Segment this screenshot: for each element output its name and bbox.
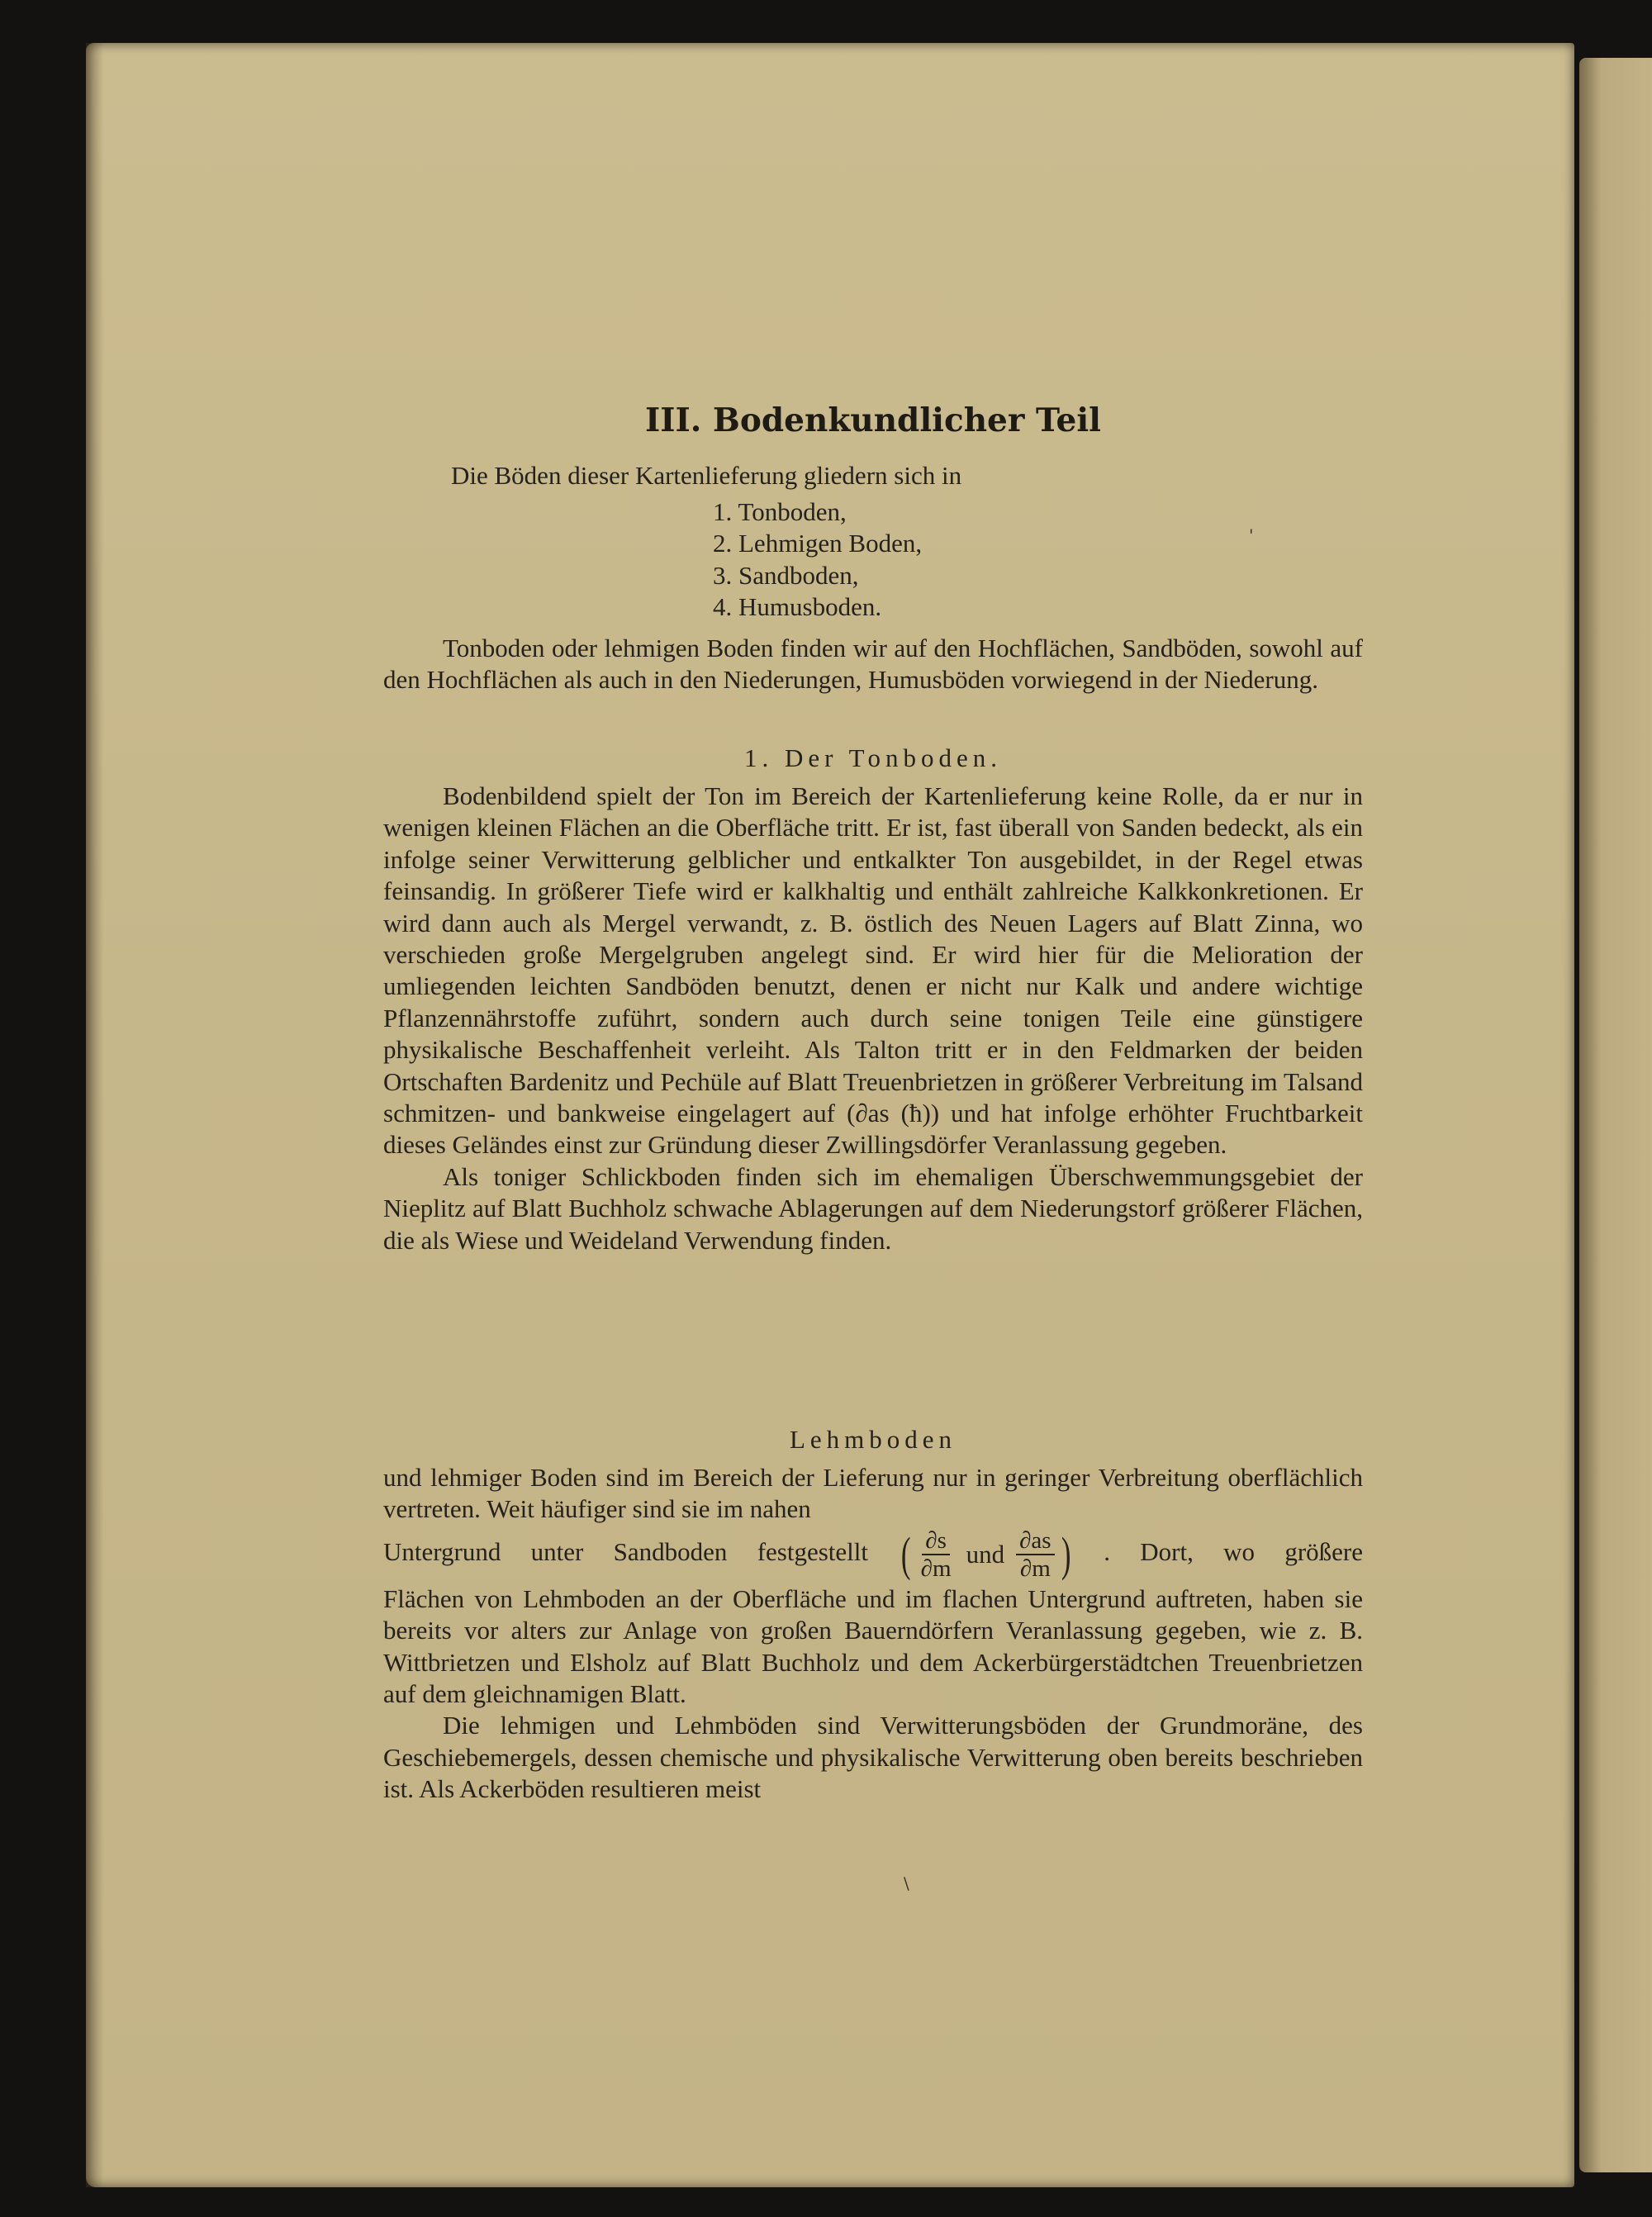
- fraction-1: [918, 1527, 955, 1582]
- left-paren: (: [901, 1526, 911, 1581]
- lehmboden-body: [383, 1462, 1363, 1806]
- list-item: 2. Lehmigen Boden,: [713, 529, 923, 558]
- list-item: 4. Humusboden.: [713, 592, 882, 622]
- tonboden-paragraph-1: Bodenbildend spielt der Ton im Bereich der Kartenlieferung keine Rolle, da er nur in wenigen kleinen Flächen an die Oberfläche tritt. Er ist, fast überall von Sanden bedeckt, als ein infolge seiner Verwitterung gelblicher und entkalkter Ton ausgebildet, in der Regel etwas feinsandig. In größerer Tiefe wird er kalkhaltig und enthält zahlreiche Kalkkonkretionen. Er wird dann auch als Mergel verwandt, z. B. östlich des Neuen Lagers auf Blatt Zinna, wo verschieden große Mergelgruben angelegt sind. Er wird hier für die Melioration der umliegenden leichten Sandböden benutzt, denen er nicht nur Kalk und andere wichtige Pflanzennährstoffe zuführt, sondern auch durch seine tonigen Teile eine günstigere physikalische Beschaffenheit verleiht. Als Talton tritt er in den Feldmarken der beiden Ortschaften Bardenitz und Pechüle auf Blatt Treuenbrietzen in größerer Verbreitung im Talsand schmitzen- und bankweise eingelagert auf (∂as (ħ)) und hat infolge erhöhter Fruchtbarkeit dieses Geländes einst zur Gründung dieser Zwillingsdörfer Veranlassung gegeben.: [383, 781, 1363, 1160]
- section-title-lehmboden: Lehmboden: [789, 1425, 957, 1454]
- formula-line-tail: . Dort, wo größere: [1104, 1536, 1364, 1566]
- tonboden-body: [383, 781, 1363, 1256]
- overview-paragraph: [383, 633, 1363, 696]
- formula-line-lead: Untergrund unter Sandboden festgestellt: [383, 1536, 869, 1566]
- fraction-1-numerator: ∂s: [922, 1527, 950, 1555]
- soil-type-list: [713, 496, 922, 624]
- lehmboden-line-3: Flächen von Lehmboden an der Oberfläche und im flachen Untergrund auftreten, haben sie bereits vor alters zur Anlage von großen Bauerndörfern Veranlassung gegeben, wie z. B. Wittbrietzen und Elsholz auf Blatt Buchholz und dem Ackerbürgerstädtchen Treuenbrietzen auf dem gleichnamigen Blatt.: [383, 1583, 1363, 1709]
- fraction-joiner: und: [966, 1539, 1005, 1569]
- adjacent-page-edge: [1579, 58, 1652, 2172]
- fraction-2-numerator: ∂as: [1016, 1527, 1055, 1555]
- list-item: 1. Tonboden,: [713, 497, 847, 526]
- tonboden-paragraph-2: Als toniger Schlickboden finden sich im ehemaligen Überschwemmungsgebiet der Nieplitz auf Blatt Buchholz schwache Ablagerungen auf dem Niederungstorf größerer Flächen, die als Wiese und Weideland Verwendung finden.: [383, 1161, 1363, 1255]
- print-speck: ': [1249, 525, 1254, 545]
- soil-formula: [898, 1527, 1074, 1582]
- fraction-2-denominator: ∂m: [1019, 1555, 1051, 1582]
- chapter-heading: III. Bodenkundlicher Teil: [645, 401, 1101, 439]
- right-paren: ): [1061, 1526, 1071, 1581]
- lehmboden-formula-line: [383, 1527, 1363, 1582]
- intro-line: Die Böden dieser Kartenlieferung gliedern sich in: [451, 461, 962, 490]
- fraction-2: [1016, 1527, 1055, 1582]
- print-speck: \: [904, 1873, 909, 1893]
- fraction-1-denominator: ∂m: [920, 1555, 952, 1582]
- lehmboden-paragraph-2: Die lehmigen und Lehmböden sind Verwitterungsböden der Grundmoräne, des Geschiebemergels, dessen chemische und physikalische Verwitterung oben bereits beschrieben ist. Als Ackerböden resultieren meist: [383, 1711, 1363, 1804]
- overview-text: Tonboden oder lehmigen Boden finden wir auf den Hochflächen, Sandböden, sowohl auf den Hochflächen als auch in den Niederungen, Humusböden vorwiegend in der Niederung.: [383, 634, 1363, 695]
- section-title-tonboden: 1. Der Tonboden.: [744, 743, 1002, 772]
- lehmboden-line-1: und lehmiger Boden sind im Bereich der Lieferung nur in geringer Verbreitung oberflächlich vertreten. Weit häufiger sind sie im nahen: [383, 1463, 1363, 1524]
- list-item: 3. Sandboden,: [713, 560, 859, 590]
